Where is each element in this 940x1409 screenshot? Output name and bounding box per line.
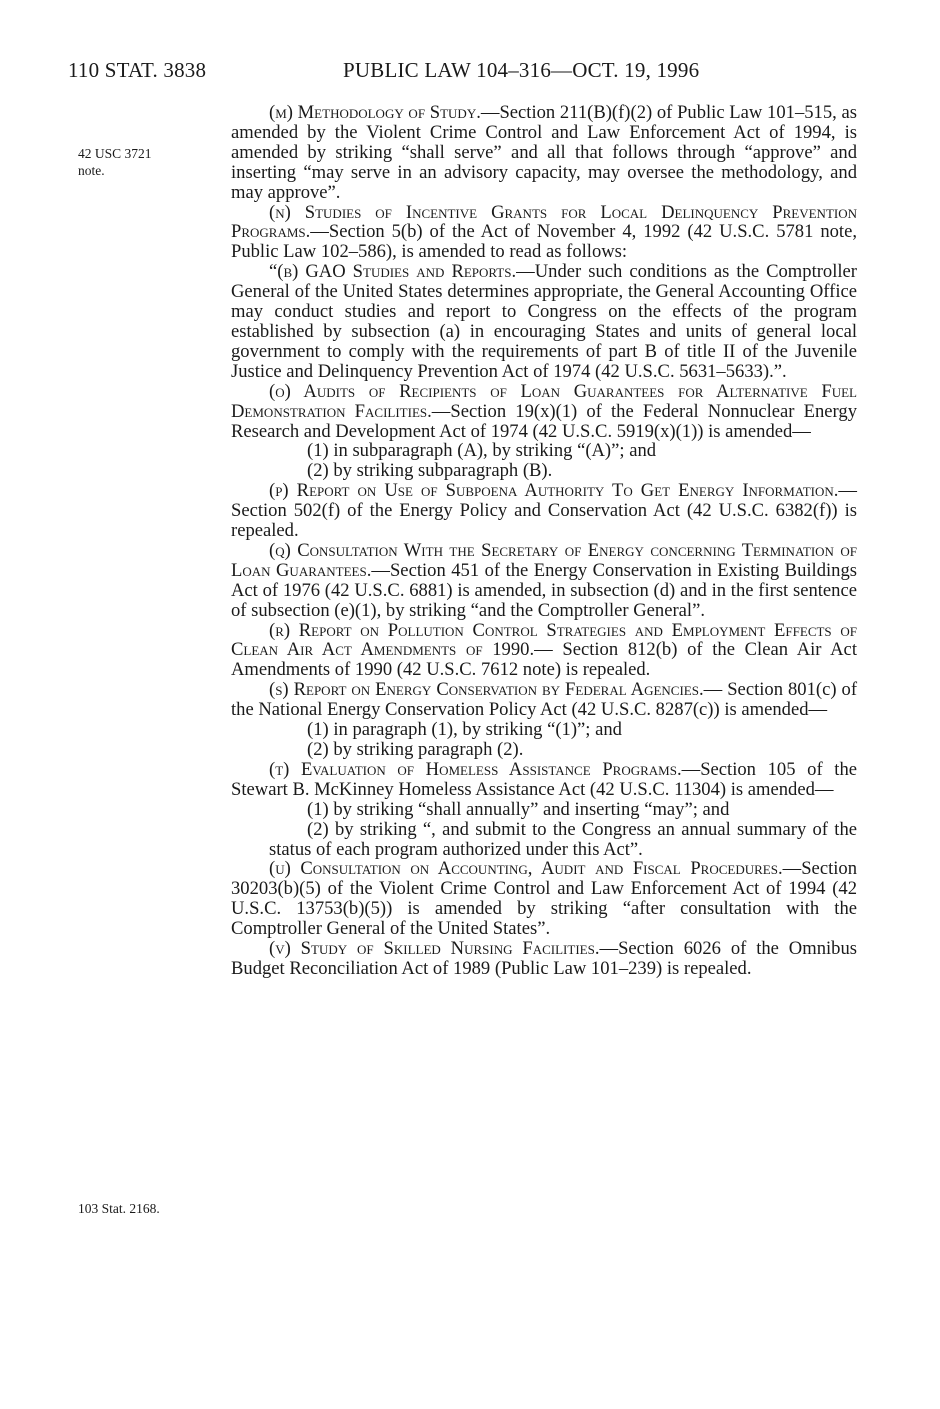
section-p-text: —Section 502(f) of the Energy Policy and Conservation Act (42 U.S.C. 6382(f)) is repealed. (231, 480, 857, 542)
section-t-item: (2) by striking “, and submit to the Congress an annual summary of the status of each program authorized under this Act”. (269, 818, 857, 860)
section-o-item: (2) by striking subparagraph (B). (307, 460, 553, 482)
margin-note-stat-ref: 103 Stat. 2168. (78, 1201, 160, 1216)
section-r-text: — Section 812(b) of the Clean Air Act Amendments of 1990 (42 U.S.C. 7612 note) is repealed. (231, 639, 857, 681)
margin-note-usc-note: note. (78, 163, 105, 178)
section-v-text: —Section 6026 of the Omnibus Budget Reconciliation Act of 1989 (Public Law 101–239) is repealed. (231, 938, 857, 979)
margin-note-usc (78, 145, 198, 179)
section-s-text: — Section 801(c) of the National Energy Conservation Policy Act (42 U.S.C. 8287(c)) is amended— (231, 679, 858, 721)
section-t-heading: (t) Evaluation of Homeless Assistance Programs. (269, 758, 682, 780)
section-n-quote-text: —Under such conditions as the Comptroller General of the United States determines appropriate, the General Accounting Office may conduct studies and report to Congress on the effects of the program established by subsection (a) in encouraging States and units of general local government to comply with the requirements of part B of title II of the Juvenile Justice and Delinquency Prevention Act of 1974 (42 U.S.C. 5631–5633).”. (231, 261, 858, 382)
page-header (68, 58, 700, 83)
section-m (231, 103, 857, 203)
public-law-title: PUBLIC LAW 104–316—OCT. 19, 1996 (343, 58, 700, 82)
section-n (231, 203, 857, 263)
section-s-item: (2) by striking paragraph (2). (307, 739, 524, 760)
section-u-text: —Section 30203(b)(5) of the Violent Crime Control and Law Enforcement Act of 1994 (42 U.S.C. 13753(b)(5)) is amended by striking “after consultation with the Comptroller General of the United States”. (231, 858, 857, 940)
section-v (231, 939, 857, 979)
margin-note-usc-citation: 42 USC 3721 (78, 146, 152, 161)
section-s-item: (1) in paragraph (1), by striking “(1)”; and (307, 719, 622, 741)
section-t-text: —Section 105 of the Stewart B. McKinney Homeless Assistance Act (42 U.S.C. 11304) is amended— (231, 758, 858, 800)
section-o (231, 382, 857, 442)
section-o-item: (1) in subparagraph (A), by striking “(A)”; and (307, 440, 657, 462)
section-m-heading: (m) Methodology of Study. (269, 102, 481, 123)
section-s (231, 680, 857, 720)
section-n-heading: (n) Studies of Incentive Grants for Local Delinquency Prevention Programs. (231, 201, 857, 243)
statute-page-number: 110 STAT. 3838 (68, 58, 207, 82)
section-t (231, 760, 857, 800)
section-n-quote (231, 262, 857, 381)
section-v-heading: (v) Study of Skilled Nursing Facilities. (269, 938, 600, 960)
section-q-heading: (q) Consultation With the Secretary of Energy concerning Termination of Loan Guarantees. (231, 539, 857, 581)
section-m-text: —Section 211(B)(f)(2) of Public Law 101–515, as amended by the Violent Crime Control and Law Enforcement Act of 1994, is amended by striking “shall serve” and all that follows through “approve” and inserting “may serve in an advisory capacity, may oversee the methodology, and may approve”. (231, 102, 857, 203)
section-s-heading: (s) Report on Energy Conservation by Federal Agencies. (269, 679, 704, 701)
section-o-heading: (o) Audits of Recipients of Loan Guarantees for Alternative Fuel Demonstration Facilities. (231, 380, 857, 422)
section-r (231, 621, 857, 681)
section-n-text: —Section 5(b) of the Act of November 4, 1992 (42 U.S.C. 5781 note, Public Law 102–586), is amended to read as follows: (231, 221, 857, 263)
section-q-text: —Section 451 of the Energy Conservation in Existing Buildings Act of 1976 (42 U.S.C. 6881) is amended, in subsection (d) and in the first sentence of subsection (e)(1), by striking “and the Comptroller General”. (231, 559, 857, 621)
document-body (231, 103, 857, 979)
section-q (231, 541, 857, 621)
section-r-heading: (r) Report on Pollution Control Strategies and Employment Effects of Clean Air Act Amendments of 1990. (231, 619, 857, 661)
section-n-quote-heading: “(b) GAO Studies and Reports. (269, 261, 517, 283)
section-o-text: —Section 19(x)(1) of the Federal Nonnuclear Energy Research and Development Act of 1974 (42 U.S.C. 5919(x)(1)) is amended— (231, 400, 857, 442)
section-t-item: (1) by striking “shall annually” and inserting “may”; and (307, 798, 730, 820)
section-u (231, 859, 857, 939)
section-p-heading: (p) Report on Use of Subpoena Authority To Get Energy Information. (269, 480, 839, 502)
section-u-heading: (u) Consultation on Accounting, Audit and Fiscal Procedures. (269, 858, 783, 880)
section-p (231, 481, 857, 541)
